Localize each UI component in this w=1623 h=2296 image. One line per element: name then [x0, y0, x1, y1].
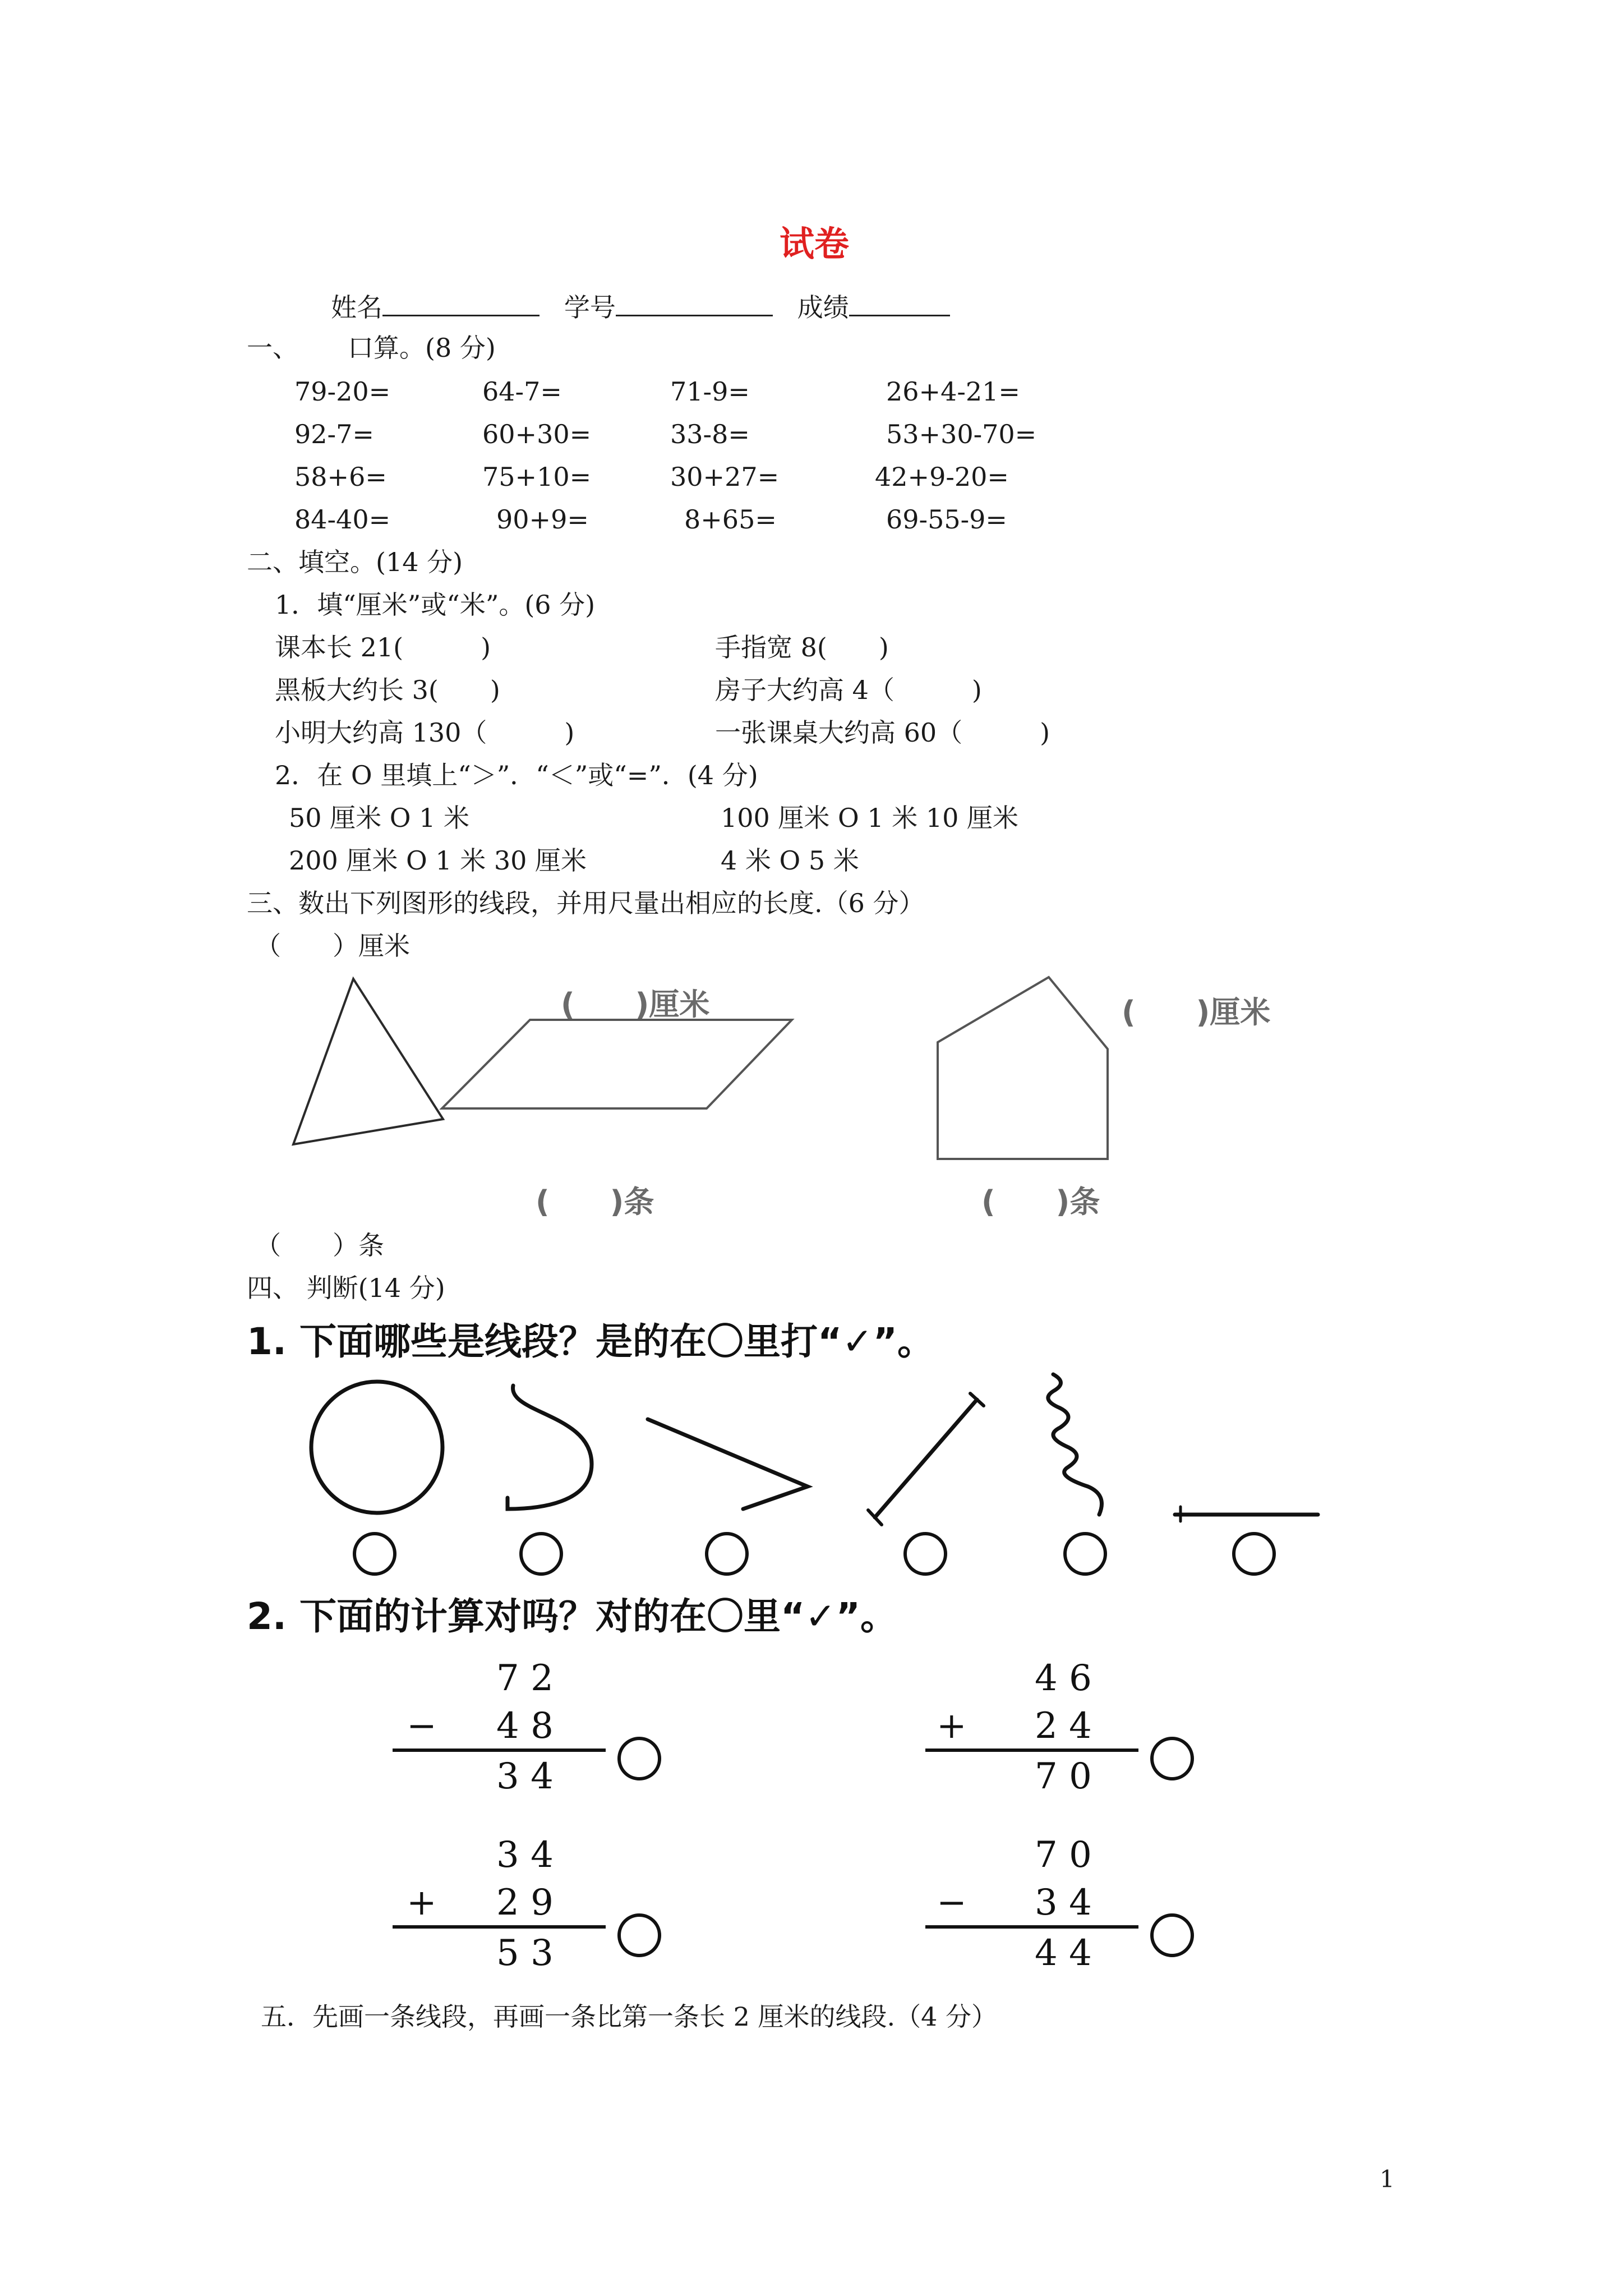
calc-1-top: 7 2	[496, 1658, 554, 1699]
calc-1-answer-circle[interactable]	[619, 1738, 660, 1779]
answer-circle[interactable]	[521, 1534, 561, 1574]
parallelogram-count-label: ( )条	[536, 1184, 654, 1220]
curve-figure	[508, 1386, 592, 1509]
compare-item: 50 厘米 O 1 米	[289, 803, 469, 833]
fill-item: 小明大约高 130（ )	[275, 717, 575, 748]
arith-item: 90+9=	[496, 504, 589, 535]
section-1-number: 一、	[247, 333, 298, 363]
calc-4-operator: −	[937, 1882, 967, 1924]
calc-1-operator: −	[407, 1705, 437, 1747]
calc-2-result: 7 0	[1035, 1756, 1092, 1797]
arith-item: 69-55-9=	[886, 504, 1007, 535]
answer-circle[interactable]	[707, 1534, 747, 1574]
section-1-title: 口算。(8 分)	[348, 333, 496, 363]
calc-1-result: 3 4	[496, 1756, 554, 1797]
fill-item: 黑板大约长 3( )	[275, 675, 500, 705]
wavy-line-figure	[1048, 1374, 1102, 1515]
section-2-q2-title: 2．在 O 里填上“＞”．“＜”或“=”．(4 分)	[275, 760, 758, 790]
arith-item: 30+27=	[670, 462, 780, 492]
compare-item: 100 厘米 O 1 米 10 厘米	[721, 803, 1019, 833]
arith-item: 58+6=	[294, 462, 387, 492]
section-4-title: 四、 判断(14 分)	[247, 1273, 445, 1303]
answer-circle[interactable]	[1234, 1534, 1274, 1574]
calc-2-top: 4 6	[1035, 1658, 1092, 1699]
compare-item: 4 米 O 5 米	[721, 845, 859, 876]
arith-item: 8+65=	[684, 504, 777, 535]
answer-circle[interactable]	[905, 1534, 946, 1574]
calc-4-result: 4 4	[1035, 1932, 1092, 1974]
arith-item: 79-20=	[294, 376, 391, 407]
answer-circle[interactable]	[1065, 1534, 1105, 1574]
fill-item: 手指宽 8( )	[715, 632, 889, 662]
angle-figure	[648, 1419, 808, 1509]
parallelogram-length-label: ( )厘米	[561, 987, 710, 1022]
triangle-count-blank: （ ）条	[255, 1230, 384, 1260]
pentagon-figure	[938, 977, 1108, 1159]
arith-item: 75+10=	[482, 462, 592, 492]
calc-3-top: 3 4	[496, 1834, 554, 1876]
section-2-title: 二、填空。(14 分)	[247, 547, 463, 577]
arith-item: 33-8=	[670, 419, 750, 449]
name-label: 姓名	[331, 292, 382, 323]
calc-3-mid: 2 9	[496, 1882, 554, 1924]
calc-4-top: 7 0	[1035, 1834, 1092, 1876]
line-segment-figure	[875, 1400, 977, 1517]
calc-2-mid: 2 4	[1035, 1705, 1092, 1747]
arith-item: 84-40=	[294, 504, 391, 535]
triangle-figure	[293, 979, 443, 1144]
page-title: 试卷	[780, 223, 850, 264]
section-5-title: 五．先画一条线段，再画一条比第一条长 2 厘米的线段.（4 分）	[261, 2001, 998, 2032]
section-3-title: 三、数出下列图形的线段，并用尺量出相应的长度.（6 分）	[247, 888, 925, 918]
calc-3-result: 5 3	[496, 1932, 554, 1974]
arith-item: 71-9=	[670, 376, 750, 407]
arith-item: 92-7=	[294, 419, 374, 449]
calc-2-operator: +	[937, 1705, 967, 1747]
arith-item: 64-7=	[482, 376, 562, 407]
parallelogram-figure	[442, 1020, 792, 1108]
section-4-q1: 1. 下面哪些是线段？是的在〇里打“✓”。	[247, 1320, 935, 1363]
triangle-length-blank: （ ）厘米	[255, 931, 410, 961]
answer-circle[interactable]	[354, 1534, 395, 1574]
calc-4-answer-circle[interactable]	[1152, 1915, 1192, 1955]
fill-item: 一张课桌大约高 60（ )	[715, 717, 1050, 748]
arith-item: 60+30=	[482, 419, 592, 449]
fill-item: 课本长 21( )	[275, 632, 491, 662]
arith-item: 42+9-20=	[875, 462, 1009, 492]
arith-item: 26+4-21=	[886, 376, 1020, 407]
calc-4-mid: 3 4	[1035, 1882, 1092, 1924]
calc-1-mid: 4 8	[496, 1705, 554, 1747]
fill-item: 房子大约高 4（ )	[715, 675, 982, 705]
score-label: 成绩	[797, 292, 849, 323]
calc-2-answer-circle[interactable]	[1152, 1738, 1192, 1779]
calc-3-operator: +	[407, 1882, 437, 1924]
pentagon-length-label: ( )厘米	[1122, 995, 1271, 1030]
page-number: 1	[1380, 2165, 1395, 2193]
section-2-q1-title: 1．填“厘米”或“米”。(6 分)	[275, 590, 596, 620]
section-4-q2: 2. 下面的计算对吗？对的在〇里“✓”。	[247, 1595, 898, 1638]
id-label: 学号	[564, 292, 616, 323]
arith-item: 53+30-70=	[886, 419, 1037, 449]
pentagon-count-label: ( )条	[981, 1184, 1100, 1220]
compare-item: 200 厘米 O 1 米 30 厘米	[289, 845, 587, 876]
calc-3-answer-circle[interactable]	[619, 1915, 660, 1955]
circle-figure	[311, 1382, 442, 1513]
